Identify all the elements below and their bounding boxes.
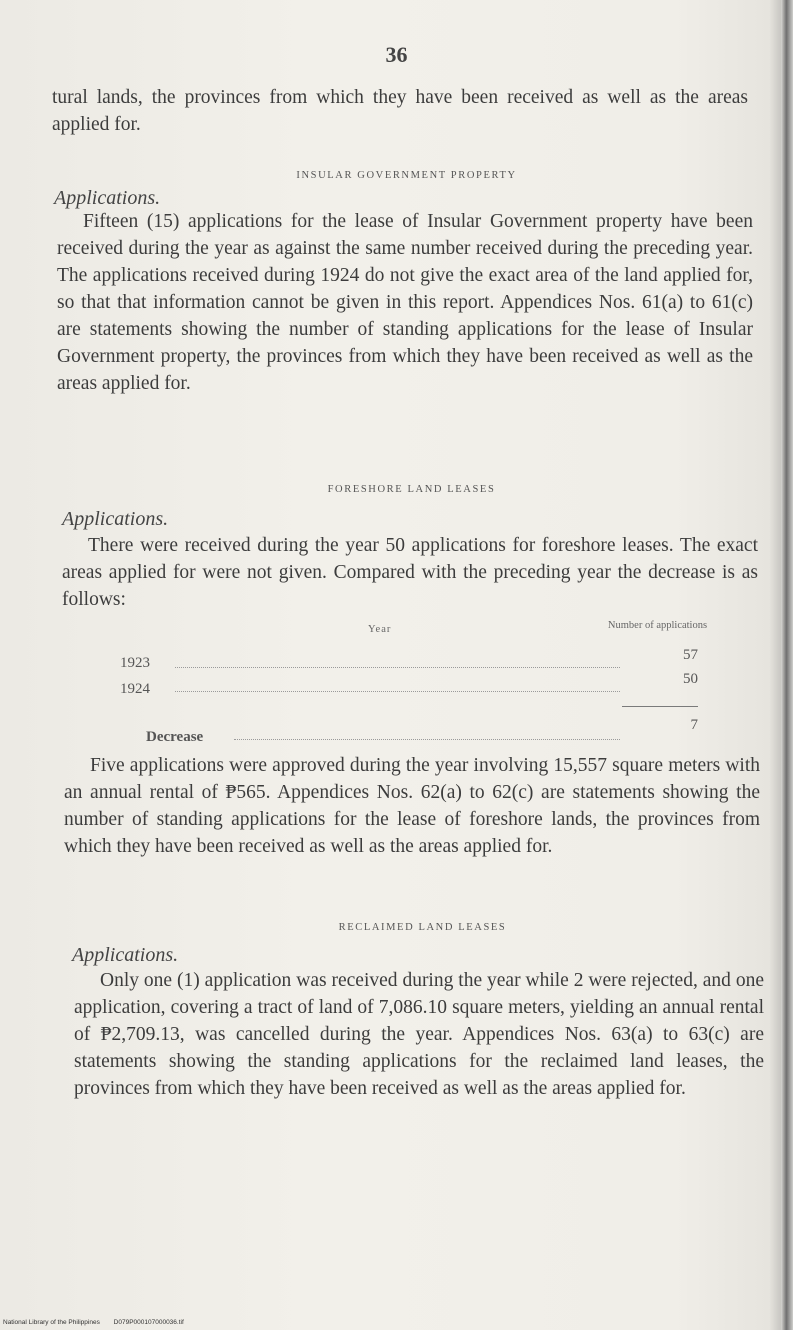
section-heading-insular: INSULAR GOVERNMENT PROPERTY (296, 170, 517, 181)
leader-dots (175, 667, 620, 668)
section-paragraph-reclaimed: Only one (1) application was received during the year while 2 were rejected, and one application, covering a tract of land of 7,086.10 square meters, yielding an annual rental of ₱2,709.13, was cancelled during the year. Appendices Nos. 63(a) to 63(c) are statements showing the standing applications for the reclaimed land leases, the provinces from which they have been received as well as the areas applied for. (74, 970, 764, 1099)
table-row-year: 1923 (120, 655, 150, 671)
section-paragraph-foreshore-approved: Five applications were approved during the year involving 15,557 square meters with an annual rental of ₱565. Appendices Nos. 62(a) to 62(c) are statements showing the number of standing applications for the lease of foreshore lands, the provinces from which they have been received as well as the areas applied for. (64, 755, 760, 857)
table-row-value: 50 (683, 671, 698, 687)
table-row-value: 57 (683, 647, 698, 663)
section-paragraph-foreshore: There were received during the year 50 applications for foreshore leases. The exact areas applied for were not given. Compared with the preceding year the decrease is as follows: (62, 535, 758, 610)
section-subheading-reclaimed: Applications. (72, 944, 179, 966)
table-row (120, 671, 700, 701)
table-row (120, 647, 700, 675)
footer-library: National Library of the Philippines (3, 1319, 100, 1326)
table-total-row (146, 717, 700, 749)
page-binding-edge (781, 0, 793, 1330)
intro-paragraph: tural lands, the provinces from which they have been received as well as the areas applied for. (52, 87, 748, 135)
table-row-year: 1924 (120, 681, 150, 697)
section-heading-reclaimed: RECLAIMED LAND LEASES (338, 922, 507, 933)
leader-dots (175, 691, 620, 692)
table-header-number: Number of applications (607, 620, 708, 631)
section-heading-foreshore: FORESHORE LAND LEASES (327, 484, 496, 495)
table-header-year: Year (368, 624, 392, 635)
page-number: 36 (385, 42, 408, 67)
scan-footer (3, 1319, 196, 1326)
section-subheading-foreshore: Applications. (62, 508, 169, 530)
section-paragraph-insular: Fifteen (15) applications for the lease of Insular Government property have been received during the year as against the same number received during the preceding year. The applications received during 1924 do not give the exact area of the land applied for, so that that information cannot be given in this report. Appendices Nos. 61(a) to 61(c) are statements showing the number of standing applications for the lease of Insular Government property, the provinces from which they have been received as well as the areas applied for. (57, 211, 753, 394)
footer-code: D079P000107000036.tif (113, 1319, 184, 1326)
sum-rule (622, 706, 698, 707)
table-total-label: Decrease (146, 729, 204, 745)
leader-dots (234, 739, 620, 740)
table-total-value: 7 (690, 717, 698, 733)
section-subheading-insular: Applications. (54, 187, 161, 209)
